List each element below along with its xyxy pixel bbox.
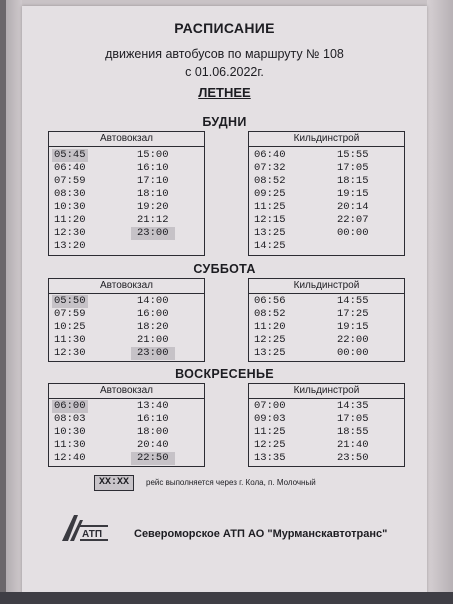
departure-time: 13:40: [137, 400, 169, 412]
atp-logo-icon: [60, 511, 110, 543]
table-row: [249, 452, 404, 465]
departure-time: 10:25: [54, 321, 86, 333]
table-row: [249, 400, 404, 413]
sunday-right-table: [248, 383, 405, 467]
table-row: [249, 188, 404, 201]
table-row: [249, 439, 404, 452]
table-row: [249, 201, 404, 214]
departure-time: 19:20: [137, 201, 169, 213]
sunday-title: ВОСКРЕСЕНЬЕ: [175, 367, 274, 381]
departure-time: 11:30: [54, 334, 86, 346]
route-line: движения автобусов по маршруту № 108: [105, 47, 344, 61]
departure-time: 17:05: [337, 162, 369, 174]
saturday-title: СУББОТА: [193, 262, 256, 276]
table-row: [249, 295, 404, 308]
departure-time: 14:55: [337, 295, 369, 307]
departure-time: 13:25: [254, 227, 286, 239]
weekdays-left-table: [48, 131, 205, 256]
departure-time: 07:59: [54, 308, 86, 320]
departure-time: 16:10: [137, 413, 169, 425]
table-row: [49, 240, 204, 253]
table-row: [249, 347, 404, 360]
weekdays-right-header: Кильдинстрой: [249, 132, 404, 147]
departure-time: 14:00: [137, 295, 169, 307]
departure-time: 14:25: [254, 240, 286, 252]
departure-time: 22:00: [337, 334, 369, 346]
saturday-left-table: [48, 278, 205, 362]
sunday-left-header: Автовокзал: [49, 384, 204, 399]
departure-time: 21:12: [137, 214, 169, 226]
table-row: [49, 308, 204, 321]
departure-time: 15:55: [337, 149, 369, 161]
saturday-right-header: Кильдинстрой: [249, 279, 404, 294]
departure-time: 11:25: [254, 426, 286, 438]
departure-time: 20:14: [337, 201, 369, 213]
departure-time: 12:25: [254, 439, 286, 451]
departure-time: 21:00: [137, 334, 169, 346]
table-row: [49, 400, 204, 413]
table-row: [49, 188, 204, 201]
table-row: [249, 426, 404, 439]
operator-name: Североморское АТП АО "Мурманскавтотранс": [134, 528, 388, 540]
table-row: [49, 214, 204, 227]
departure-time: 20:40: [137, 439, 169, 451]
departure-time: 18:00: [137, 426, 169, 438]
saturday-right-table: [248, 278, 405, 362]
departure-time: 22:07: [337, 214, 369, 226]
effective-date: с 01.06.2022г.: [185, 65, 264, 79]
departure-time: 17:25: [337, 308, 369, 320]
departure-time: 12:25: [254, 334, 286, 346]
departure-time: 11:30: [54, 439, 86, 451]
departure-time: 13:25: [254, 347, 286, 359]
departure-time: 08:52: [254, 175, 286, 187]
table-row: [49, 426, 204, 439]
departure-time: 11:25: [254, 201, 286, 213]
departure-time: 12:30: [54, 227, 86, 239]
departure-time: 08:03: [54, 413, 86, 425]
departure-time: 06:00: [54, 400, 86, 412]
departure-time: 18:10: [137, 188, 169, 200]
departure-time: 16:10: [137, 162, 169, 174]
departure-time: 05:50: [54, 295, 86, 307]
frame-rail: [0, 0, 6, 604]
weekdays-left-header: Автовокзал: [49, 132, 204, 147]
departure-time: 12:30: [54, 347, 86, 359]
departure-time: 19:15: [337, 321, 369, 333]
departure-time: 05:45: [54, 149, 86, 161]
departure-time: 13:35: [254, 452, 286, 464]
departure-time: 12:40: [54, 452, 86, 464]
table-row: [49, 452, 204, 465]
table-row: [49, 162, 204, 175]
table-row: [49, 201, 204, 214]
departure-time: 11:20: [54, 214, 86, 226]
table-row: [249, 321, 404, 334]
sunday-right-header: Кильдинстрой: [249, 384, 404, 399]
saturday-left-header: Автовокзал: [49, 279, 204, 294]
table-row: [49, 149, 204, 162]
departure-time: 00:00: [337, 347, 369, 359]
page-title: РАСПИСАНИЕ: [174, 20, 275, 36]
table-row: [49, 439, 204, 452]
table-row: [49, 175, 204, 188]
departure-time: 06:40: [54, 162, 86, 174]
legend-text: рейс выполняется через г. Кола, п. Молочный: [146, 478, 316, 487]
departure-time: 00:00: [337, 227, 369, 239]
departure-time: 12:15: [254, 214, 286, 226]
departure-time: 19:15: [337, 188, 369, 200]
departure-time: 09:25: [254, 188, 286, 200]
table-row: [49, 347, 204, 360]
departure-time: 10:30: [54, 201, 86, 213]
departure-time: 18:20: [137, 321, 169, 333]
table-row: [49, 295, 204, 308]
table-row: [249, 413, 404, 426]
table-row: [249, 214, 404, 227]
departure-time: 11:20: [254, 321, 286, 333]
table-row: [49, 413, 204, 426]
backdrop-right: [427, 0, 453, 604]
table-row: [249, 334, 404, 347]
departure-time: 06:40: [254, 149, 286, 161]
departure-time: 08:52: [254, 308, 286, 320]
departure-time: 07:32: [254, 162, 286, 174]
legend-sample: XX:XX: [94, 475, 134, 491]
departure-time: 06:56: [254, 295, 286, 307]
departure-time: 15:00: [137, 149, 169, 161]
logo-text: АТП: [82, 529, 103, 540]
departure-time: 13:20: [54, 240, 86, 252]
table-row: [249, 227, 404, 240]
table-row: [249, 175, 404, 188]
schedule-sheet: [22, 6, 427, 598]
departure-time: 09:03: [254, 413, 286, 425]
weekdays-right-table: [248, 131, 405, 256]
weekdays-title: БУДНИ: [202, 115, 247, 129]
table-row: [249, 240, 404, 253]
season-label: ЛЕТНЕЕ: [198, 85, 251, 100]
table-row: [249, 149, 404, 162]
table-row: [49, 227, 204, 240]
departure-time: 18:15: [337, 175, 369, 187]
departure-time: 17:05: [337, 413, 369, 425]
frame-bottom: [0, 592, 453, 604]
table-row: [49, 321, 204, 334]
departure-time: 22:50: [131, 452, 175, 465]
departure-time: 08:30: [54, 188, 86, 200]
departure-time: 14:35: [337, 400, 369, 412]
departure-time: 10:30: [54, 426, 86, 438]
table-row: [249, 308, 404, 321]
sunday-left-table: [48, 383, 205, 467]
departure-time: 18:55: [337, 426, 369, 438]
departure-time: 16:00: [137, 308, 169, 320]
departure-time: 17:10: [137, 175, 169, 187]
departure-time: 07:00: [254, 400, 286, 412]
departure-time: 23:00: [131, 347, 175, 360]
departure-time: 23:50: [337, 452, 369, 464]
departure-time: 07:59: [54, 175, 86, 187]
departure-time: 21:40: [337, 439, 369, 451]
departure-time: 23:00: [131, 227, 175, 240]
schedule-header: [22, 20, 427, 100]
table-row: [249, 162, 404, 175]
table-row: [49, 334, 204, 347]
